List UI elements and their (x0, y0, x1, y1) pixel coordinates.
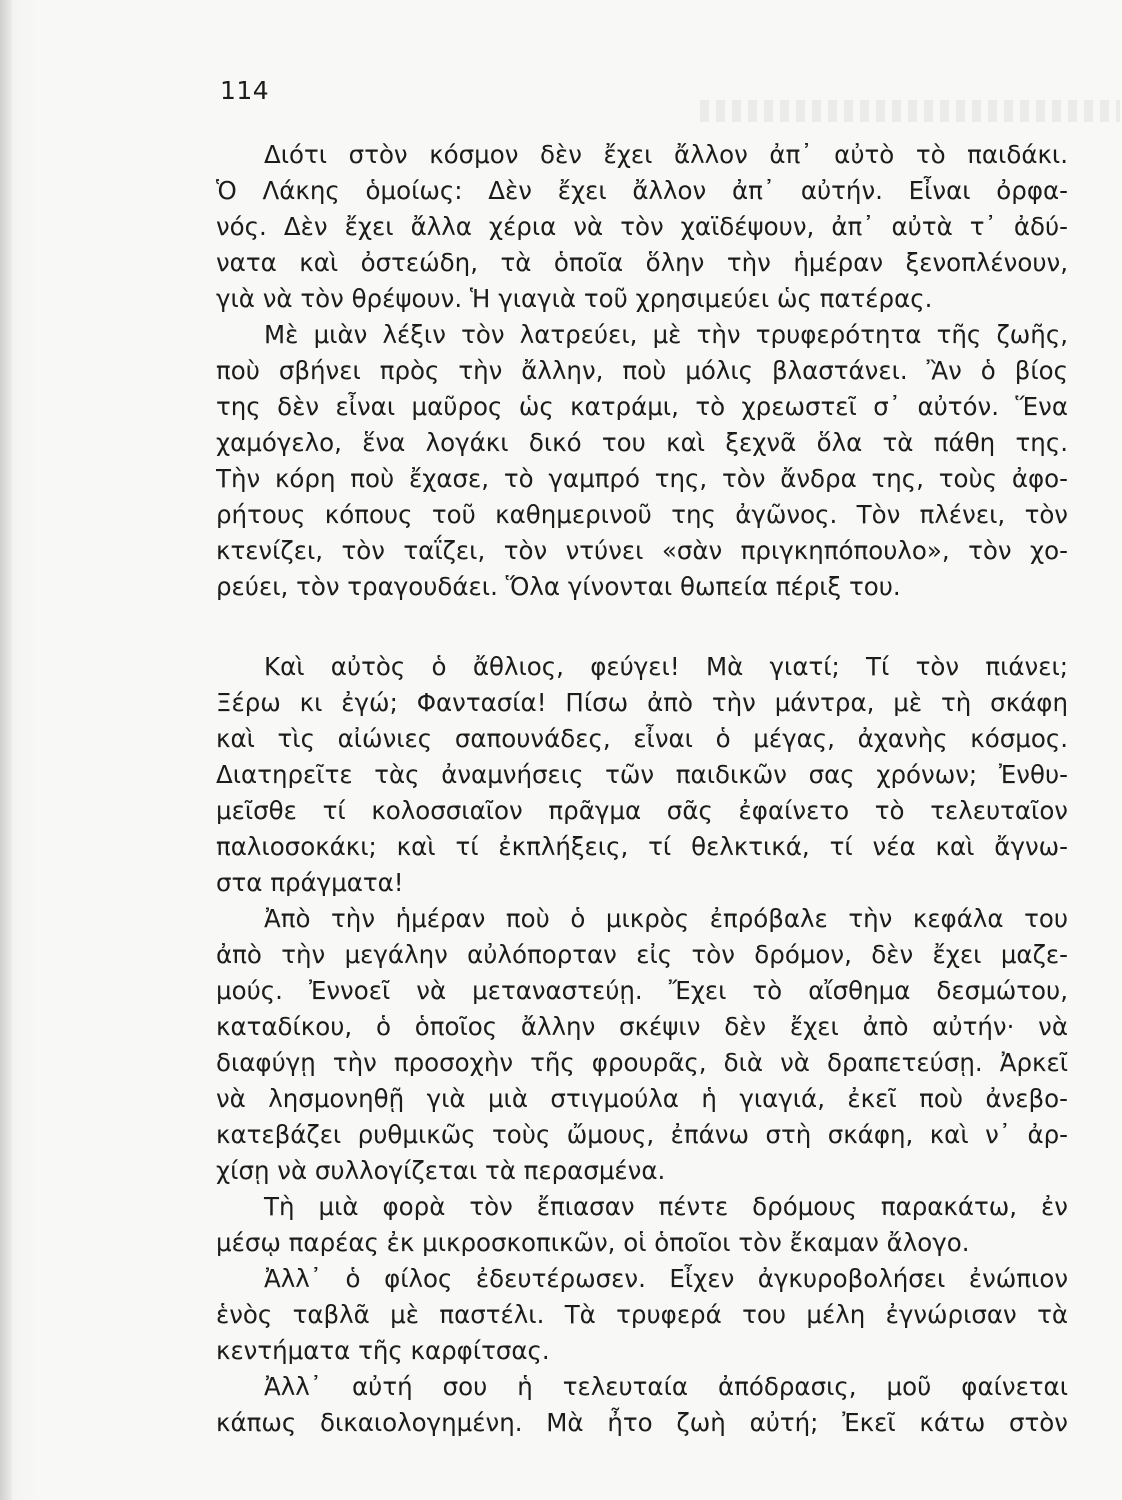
text-line: νατα καὶ ὀστεώδη, τὰ ὁποῖα ὅλην τὴν ἡμέραν ξενοπλένουν, (216, 248, 1068, 277)
paragraph (216, 649, 1068, 901)
text-line: ρήτους κόπους τοῦ καθημερινοῦ της ἀγῶνος. Τὸν πλένει, τὸν (216, 500, 1068, 529)
body-text (216, 137, 1068, 1441)
text-line: παλιοσοκάκι; καὶ τί ἐκπλήξεις, τί θελκτικά, τί νέα καὶ ἄγνω- (216, 832, 1068, 861)
text-line: κτενίζει, τὸν ταΐζει, τὸν ντύνει «σὰν πριγκηπόπουλο», τὸν χο- (216, 536, 1068, 565)
text-line: κατεβάζει ρυθμικῶς τοὺς ὤμους, ἐπάνω στὴ σκάφη, καὶ ν᾿ ἀρ- (216, 1120, 1068, 1149)
text-line: κεντήματα τῆς καρφίτσας. (216, 1336, 550, 1365)
text-line: ἑνὸς ταβλᾶ μὲ παστέλι. Τὰ τρυφερά του μέλη ἐγνώρισαν τὰ (216, 1300, 1068, 1329)
text-line: Τὴν κόρη ποὺ ἔχασε, τὸ γαμπρό της, τὸν ἄνδρα της, τοὺς ἀφο- (216, 464, 1068, 493)
text-line: Ἀλλ᾿ ὁ φίλος ἐδευτέρωσεν. Εἶχεν ἀγκυροβολήσει ἐνώπιον (264, 1264, 1068, 1293)
text-line: Ἀλλ᾿ αὐτή σου ἡ τελευταία ἀπόδρασις, μοῦ φαίνεται (264, 1372, 1068, 1401)
text-line: Μὲ μιὰν λέξιν τὸν λατρεύει, μὲ τὴν τρυφερότητα τῆς ζωῆς, (264, 320, 1068, 349)
paragraph (216, 1369, 1068, 1441)
section-gap (216, 605, 1068, 649)
paragraph (216, 317, 1068, 605)
text-line: μεῖσθε τί κολοσσιαῖον πρᾶγμα σᾶς ἐφαίνετο τὸ τελευταῖον (216, 796, 1068, 825)
text-line: Ξέρω κι ἐγώ; Φαντασία! Πίσω ἀπὸ τὴν μάντρα, μὲ τὴ σκάφη (216, 688, 1068, 717)
text-line: Διατηρεῖτε τὰς ἀναμνήσεις τῶν παιδικῶν σας χρόνων; Ἐνθυ- (216, 760, 1068, 789)
text-line: Ὁ Λάκης ὁμοίως: Δὲν ἔχει ἄλλον ἀπ᾿ αὐτήν. Εἶναι ὀρφα- (216, 176, 1068, 205)
text-line: κάπως δικαιολογημένη. Μὰ ἦτο ζωὴ αὐτή; Ἐκεῖ κάτω στὸν (216, 1408, 1068, 1437)
text-line: ἀπὸ τὴν μεγάλην αὐλόπορταν εἰς τὸν δρόμον, δὲν ἔχει μαζε- (216, 940, 1068, 969)
text-line: καὶ τὶς αἰώνιες σαπουνάδες, εἶναι ὁ μέγας, ἀχανὴς κόσμος. (216, 724, 1068, 753)
text-line: στα πράγματα! (216, 868, 404, 897)
text-line: ρεύει, τὸν τραγουδάει. Ὅλα γίνονται θωπεία πέριξ του. (216, 572, 901, 601)
binding-edge (0, 0, 12, 1500)
text-line: Καὶ αὐτὸς ὁ ἄθλιος, φεύγει! Μὰ γιατί; Τί τὸν πιάνει; (264, 652, 1068, 681)
text-line: γιὰ νὰ τὸν θρέψουν. Ἡ γιαγιὰ τοῦ χρησιμεύει ὡς πατέρας. (216, 284, 933, 313)
paragraph (216, 137, 1068, 317)
paragraph (216, 1261, 1068, 1369)
text-line: νὰ λησμονηθῇ γιὰ μιὰ στιγμούλα ἡ γιαγιά, ἐκεῖ ποὺ ἀνεβο- (216, 1084, 1068, 1113)
text-line: καταδίκου, ὁ ὁποῖος ἄλλην σκέψιν δὲν ἔχει ἀπὸ αὐτήν· νὰ (216, 1012, 1068, 1041)
paragraph (216, 1189, 1068, 1261)
text-line: χαμόγελο, ἕνα λογάκι δικό του καὶ ξεχνᾶ ὅλα τὰ πάθη της. (216, 428, 1068, 457)
text-line: ποὺ σβήνει πρὸς τὴν ἄλλην, ποὺ μόλις βλαστάνει. Ἂν ὁ βίος (216, 356, 1068, 385)
page-number: 114 (220, 76, 270, 105)
text-line: μούς. Ἐννοεῖ νὰ μεταναστεύῃ. Ἔχει τὸ αἴσθημα δεσμώτου, (216, 976, 1068, 1005)
text-line: διαφύγῃ τὴν προσοχὴν τῆς φρουρᾶς, διὰ νὰ δραπετεύσῃ. Ἀρκεῖ (216, 1048, 1068, 1077)
text-line: νός. Δὲν ἔχει ἄλλα χέρια νὰ τὸν χαϊδέψουν, ἀπ᾿ αὐτὰ τ᾿ ἀδύ- (216, 212, 1068, 241)
text-line: της δὲν εἶναι μαῦρος ὡς κατράμι, τὸ χρεωστεῖ σ᾿ αὐτόν. Ἕνα (216, 392, 1068, 421)
text-line: μέσῳ παρέας ἐκ μικροσκοπικῶν, οἱ ὁποῖοι τὸν ἔκαμαν ἄλογο. (216, 1228, 970, 1257)
text-line: Ἀπὸ τὴν ἡμέραν ποὺ ὁ μικρὸς ἐπρόβαλε τὴν κεφάλα του (264, 904, 1068, 933)
text-line: Διότι στὸν κόσμον δὲν ἔχει ἄλλον ἀπ᾿ αὐτὸ τὸ παιδάκι. (264, 140, 1068, 169)
text-line: Τὴ μιὰ φορὰ τὸν ἔπιασαν πέντε δρόμους παρακάτω, ἐν (264, 1192, 1068, 1221)
bleed-through-header (700, 100, 1120, 122)
text-line: χίσῃ νὰ συλλογίζεται τὰ περασμένα. (216, 1156, 666, 1185)
paragraph (216, 901, 1068, 1189)
